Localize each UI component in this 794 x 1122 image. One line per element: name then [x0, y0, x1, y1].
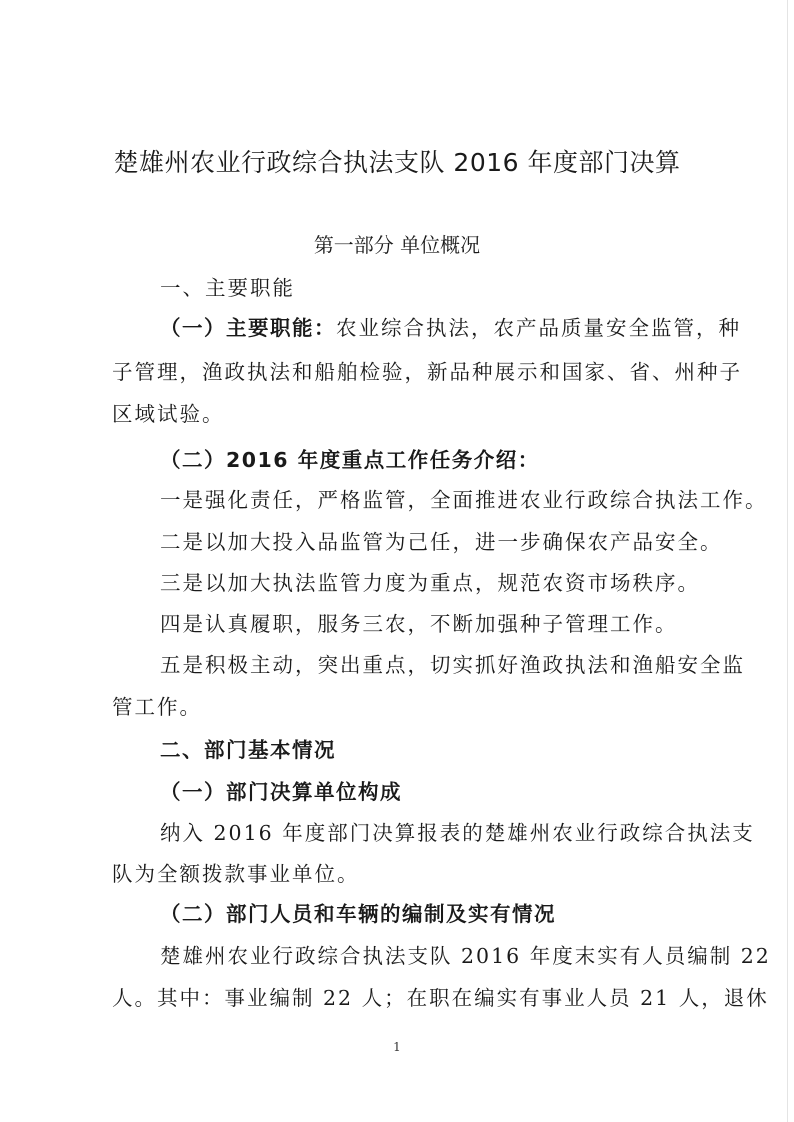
paragraph-unit-composition-line2: 队为全额拨款事业单位。 [112, 862, 360, 886]
task-item-1: 一是强化责任，严格监管，全面推进农业行政综合执法工作。 [160, 488, 768, 512]
subheading-key-tasks: （二）2016 年度重点工作任务介绍： [160, 448, 540, 472]
main-functions-label: （一）主要职能： [160, 316, 336, 340]
section-heading-main-functions: 一、主要职能 [160, 276, 295, 300]
section-heading-basic-info: 二、部门基本情况 [160, 738, 336, 762]
task-item-2: 二是以加大投入品监管为己任，进一步确保农产品安全。 [160, 530, 723, 554]
subheading-staff-vehicles: （二）部门人员和车辆的编制及实有情况 [160, 902, 556, 926]
paragraph-main-functions-line2: 子管理，渔政执法和船舶检验，新品种展示和国家、省、州种子 [112, 360, 742, 384]
task-item-3: 三是以加大执法监管力度为重点，规范农资市场秩序。 [160, 571, 700, 595]
task-item-5-continued: 管工作。 [112, 695, 202, 719]
paragraph-staff-line2: 人。其中：事业编制 22 人；在职在编实有事业人员 21 人，退休 [112, 986, 769, 1010]
paragraph-staff-line1: 楚雄州农业行政综合执法支队 2016 年度末实有人员编制 22 [160, 944, 771, 968]
scan-edge-divider [787, 0, 788, 1122]
subheading-unit-composition: （一）部门决算单位构成 [160, 780, 402, 804]
paragraph-main-functions-line1 [112, 311, 741, 341]
task-item-5: 五是积极主动，突出重点，切实抓好渔政执法和渔船安全监 [160, 653, 745, 677]
main-functions-text: 农业综合执法，农产品质量安全监管，种 [336, 316, 741, 340]
task-item-4: 四是认真履职，服务三农，不断加强种子管理工作。 [160, 612, 678, 636]
document-title: 楚雄州农业行政综合执法支队 2016 年度部门决算 [113, 148, 681, 177]
paragraph-unit-composition-line1: 纳入 2016 年度部门决算报表的楚雄州农业行政综合执法支 [160, 821, 755, 845]
paragraph-main-functions-line3: 区域试验。 [112, 402, 225, 426]
page-number: 1 [393, 1040, 401, 1054]
part-title: 第一部分 单位概况 [313, 233, 481, 257]
